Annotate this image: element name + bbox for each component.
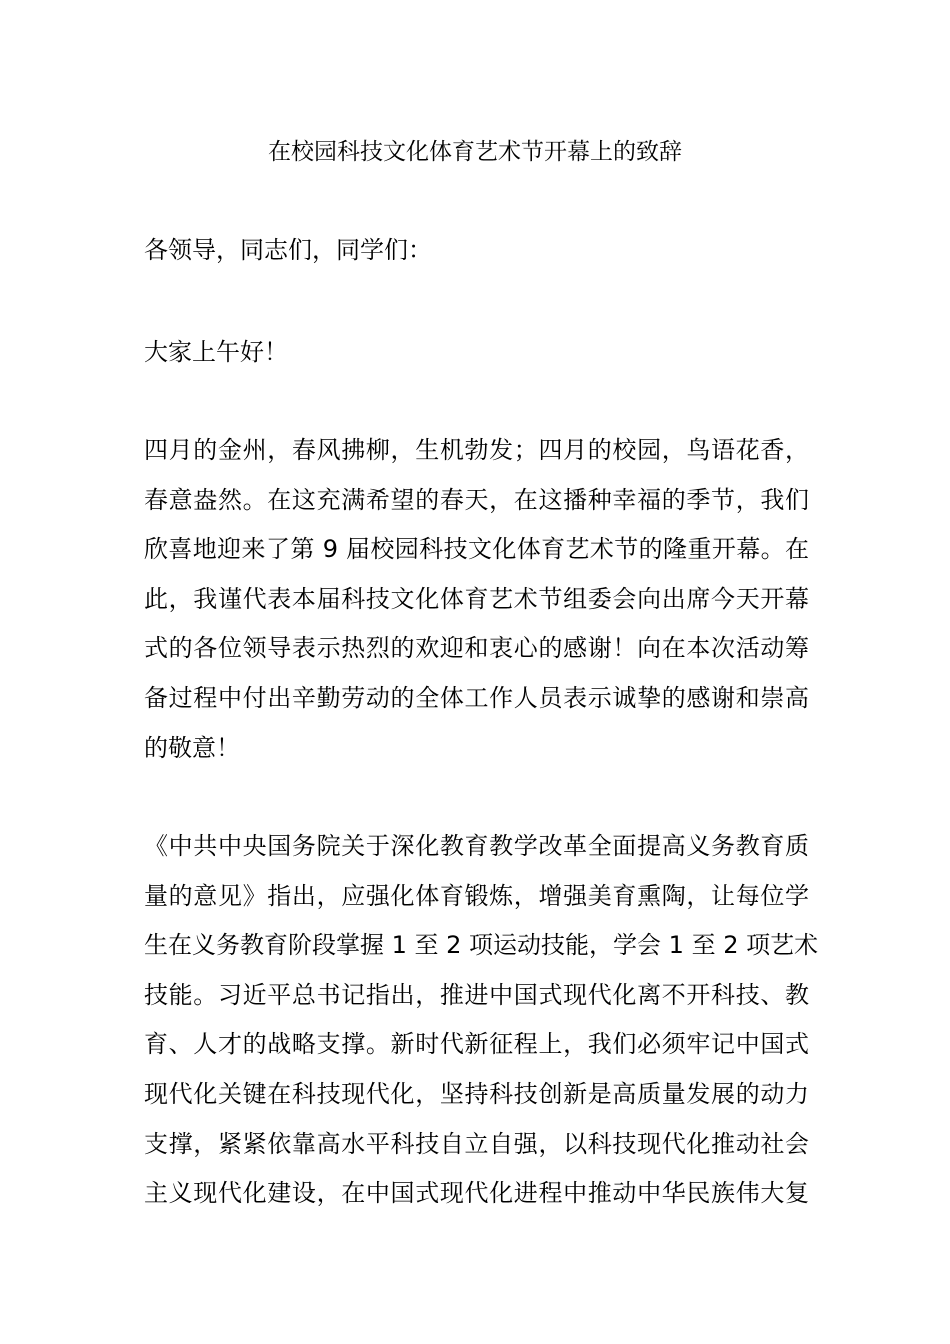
paragraph-line: 现代化关键在科技现代化，坚持科技创新是高质量发展的动力 [144,1079,809,1108]
paragraph-line: 主义现代化建设，在中国式现代化进程中推动中华民族伟大复 [144,1179,809,1208]
paragraph-line: 欣喜地迎来了第 9 届校园科技文化体育艺术节的隆重开幕。在 [144,535,809,564]
paragraph-line: 技能。习近平总书记指出，推进中国式现代化离不开科技、教 [144,980,809,1009]
paragraph-line: 生在义务教育阶段掌握 1 至 2 项运动技能，学会 1 至 2 项艺术 [144,931,819,960]
paragraph-line: 的敬意！ [144,733,240,762]
greeting [144,328,809,378]
salutation-line: 各领导，同志们，同学们： [144,236,432,264]
document-title: 在校园科技文化体育艺术节开幕上的致辞 [268,139,682,165]
paragraph-line: 支撑，紧紧依靠高水平科技自立自强，以科技现代化推动社会 [144,1129,809,1158]
paragraph-line: 春意盎然。在这充满希望的春天，在这播种幸福的季节，我们 [144,485,809,514]
paragraph-line: 《中共中央国务院关于深化教育教学改革全面提高义务教育质 [144,832,809,860]
paragraph-line: 式的各位领导表示热烈的欢迎和衷心的感谢！向在本次活动筹 [144,634,809,663]
paragraph-line: 量的意见》指出，应强化体育锻炼，增强美育熏陶，让每位学 [144,881,809,910]
salutation [144,226,809,276]
paragraph-opening [144,426,809,773]
paragraph-line: 四月的金州，春风拂柳，生机勃发；四月的校园，鸟语花香， [144,436,809,464]
greeting-line: 大家上午好！ [144,338,288,366]
paragraph-line: 育、人才的战略支撑。新时代新征程上，我们必须牢记中国式 [144,1030,809,1059]
paragraph-line: 备过程中付出辛勤劳动的全体工作人员表示诚挚的感谢和崇高 [144,683,809,712]
paragraph-policy [144,822,819,1219]
paragraph-line: 此，我谨代表本届科技文化体育艺术节组委会向出席今天开幕 [144,584,809,613]
